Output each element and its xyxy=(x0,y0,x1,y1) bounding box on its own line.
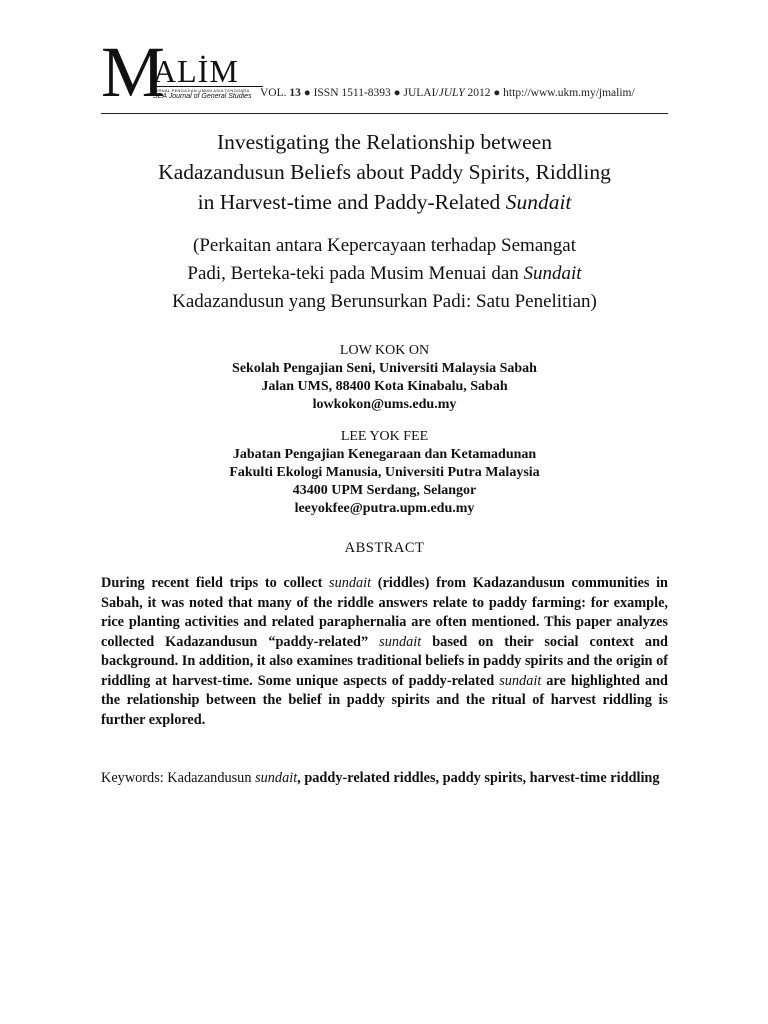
header-rule xyxy=(101,113,668,114)
abstract-segment: based on their social context and background. In addition, it also examines traditional beliefs in paddy spirits and the origin of riddling at harvest-time. Some unique aspects of paddy-related xyxy=(101,633,668,689)
abstract-segment: (riddles) from Kadazandusun communities in Sabah, it was noted that many of the riddle answers relate to paddy farming: for example, rice planting activities and related paraphernalia are often mentioned. This paper analyzes collected Kadazandusun “paddy-related” xyxy=(101,575,668,650)
abstract-segment: are highlighted and the relationship between the belief in paddy spirits and the ritual of harvest riddling is further explored. xyxy=(101,672,668,728)
journal-logo-tagline-malay: JURNAL PENGAJIAN UMUM ASIA TENGGARA xyxy=(153,86,263,93)
title-line: Kadazandusun Beliefs about Paddy Spirits, Riddling xyxy=(158,160,611,184)
subtitle-line: Kadazandusun yang Berunsurkan Padi: Satu Penelitian) xyxy=(172,291,597,312)
author-affiliation-line: 43400 UPM Serdang, Selangor xyxy=(292,483,477,498)
paper-title xyxy=(101,127,668,217)
title-line: Investigating the Relationship between xyxy=(217,130,552,154)
abstract-heading: ABSTRACT xyxy=(344,540,425,556)
author-email: leeyokfee@putra.upm.edu.my xyxy=(294,501,475,516)
title-italic-term: Sundait xyxy=(505,190,572,214)
subtitle-text: Padi, Berteka-teki pada Musim Menuai dan xyxy=(187,263,524,284)
journal-logo-letter: M xyxy=(101,32,164,112)
author-block xyxy=(101,428,668,518)
subtitle-line: (Perkaitan antara Kepercayaan terhadap Semangat xyxy=(193,235,576,256)
abstract-italic-term: sundait xyxy=(499,672,542,689)
issue-year-url: 2012 ● http://www.ukm.my/jmalim/ xyxy=(464,87,635,99)
title-text: in Harvest-time and Paddy-Related xyxy=(197,190,506,214)
author-affiliation-line: Fakulti Ekologi Manusia, Universiti Putra Malaysia xyxy=(229,465,540,480)
author-block xyxy=(101,342,668,414)
abstract-text xyxy=(101,574,668,730)
issn-text: ● ISSN 1511-8393 ● JULAI/ xyxy=(303,87,439,99)
abstract-italic-term: sundait xyxy=(379,633,422,650)
volume-number: 13 xyxy=(289,87,301,99)
author-affiliation-line: Sekolah Pengajian Seni, Universiti Malaysia Sabah xyxy=(232,361,537,376)
volume-label: VOL. xyxy=(260,87,287,99)
keywords-label: Keywords: Kadazandusun xyxy=(101,770,256,786)
abstract-segment: During recent field trips to collect xyxy=(101,575,330,591)
journal-masthead xyxy=(101,32,668,114)
title-line xyxy=(101,187,668,217)
keyword-italic-term: sundait xyxy=(255,770,298,786)
paper-title-malay xyxy=(101,232,668,316)
abstract-italic-term: sundait xyxy=(329,575,372,591)
subtitle-line xyxy=(101,260,668,288)
author-name: LEE YOK FEE xyxy=(340,429,429,444)
subtitle-italic-term: Sundait xyxy=(523,263,582,284)
author-name: LOW KOK ON xyxy=(339,343,430,358)
keywords-list: , paddy-related riddles, paddy spirits, harvest-time riddling xyxy=(297,770,660,786)
journal-logo-tagline: SEA Journal of General Studies xyxy=(153,93,252,100)
issue-month: JULY xyxy=(438,87,465,99)
issue-info xyxy=(260,87,635,99)
journal-logo-name: ALİM xyxy=(153,53,239,89)
author-affiliation-line: Jabatan Pengajian Kenegaraan dan Ketamadunan xyxy=(232,447,537,462)
author-email: lowkokon@ums.edu.my xyxy=(312,397,457,412)
keywords xyxy=(101,769,668,789)
author-affiliation-line: Jalan UMS, 88400 Kota Kinabalu, Sabah xyxy=(261,379,508,394)
